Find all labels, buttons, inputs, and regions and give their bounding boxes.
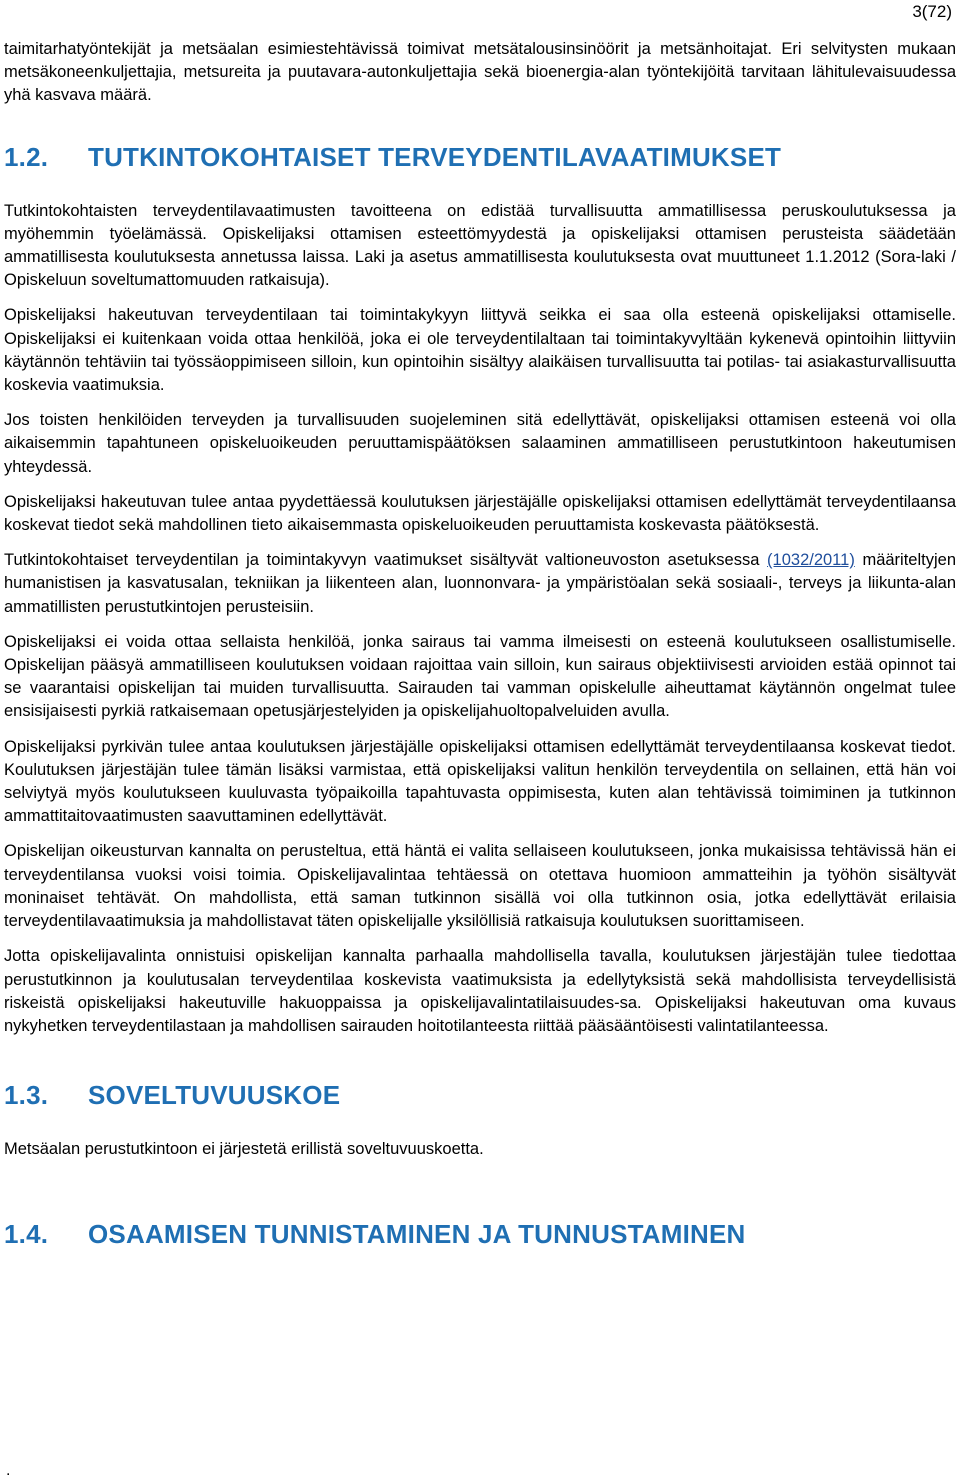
paragraph: Jotta opiskelijavalinta onnistuisi opiskelijan kannalta parhaalla mahdollisella tavalla, koulutuksen järjestäjän tulee tiedottaa perustutkinnon ja koulutusalan terveydentilaa koskevista vaatimuksista ja edellytyksistä sekä mahdollisista terveydellisistä riskeistä opiskelijaksi hakeutuville hakuoppaissa ja opiskelijavalintatilaisuudes-sa. Opiskelijaksi hakeutuvan oma kuvaus nykyhetken terveydentilastaan ja mahdollisen sairauden hoitotilanteesta riittää pääsääntöisesti valintatilanteessa. xyxy=(4,947,956,1035)
section-heading-1-3 xyxy=(4,1080,956,1110)
footer-dot: . xyxy=(6,1462,11,1479)
paragraph: Jos toisten henkilöiden terveyden ja turvallisuuden suojeleminen sitä edellyttävät, opiskelijaksi ottamisen esteenä voi olla aikaisemmin tapahtuneen opiskeluoikeuden peruuttamispäätöksen salaaminen ammatilliseen perustutkintoon hakeutumisen yhteydessä. xyxy=(4,411,956,476)
paragraph: Tutkintokohtaisten terveydentilavaatimusten tavoitteena on edistää turvallisuutta ammatillisessa peruskoulutuksessa ja myöhemmin työelämässä. Opiskelijaksi ottamisen esteettömyydestä ja opiskelijaksi ottamisen perusteista säädetään ammatillisesta koulutuksesta annetussa laissa. Laki ja asetus ammatillisesta koulutuksesta ovat muuttuneet 1.1.2012 (Sora-laki / Opiskeluun soveltumattomuuden ratkaisuja). xyxy=(4,201,956,290)
paragraph-with-link xyxy=(4,549,956,619)
section-number: 1.4. xyxy=(4,1219,49,1250)
paragraph-text: määriteltyjen humanistisen ja kasvatusalan, tekniikan ja liikenteen alan, luonnonvara- ja ympäristöalan sekä sosiaali-, terveys ja liikunta-alan ammatillisten perustutkintojen perusteisiin. xyxy=(4,551,956,616)
paragraph: Opiskelijaksi hakeutuvan terveydentilaan tai toimintakykyyn liittyvä seikka ei saa olla esteenä opiskelijaksi ottamiselle. Opiskelijaksi ei kuitenkaan voida ottaa henkilöä, joka ei ole terveydentilaltaan tai toimintakyvyltään kykenevä opintoihin liittyviin käytännön tehtäviin tai työssäoppimiseen silloin, kun opintoihin sisältyy alaikäisen turvallisuutta tai potilas- tai asiakasturvallisuutta koskevia vaatimuksia. xyxy=(4,306,956,395)
section-number: 1.3. xyxy=(4,1080,49,1111)
section-title: OSAAMISEN TUNNISTAMINEN JA TUNNUSTAMINEN xyxy=(88,1219,746,1250)
paragraph: Metsäalan perustutkintoon ei järjestetä erillistä soveltuvuuskoetta. xyxy=(4,1140,484,1159)
section-number: 1.2. xyxy=(4,141,49,172)
section-heading-1-4 xyxy=(4,1219,956,1249)
section-title: SOVELTUVUUSKOE xyxy=(88,1080,341,1111)
paragraph: Opiskelijaksi ei voida ottaa sellaista henkilöä, jonka sairaus tai vamma ilmeisesti on esteenä koulutukseen osallistumiselle. Opiskelijan pääsyä ammatilliseen koulutuksen voidaan rajoittaa vain silloin, kun sairaus objektiivisesti arvioiden estää opinnot tai se vaarantaisi opiskelijan tai muiden turvallisuutta. Sairauden tai vamman opiskelulle aiheuttamat käytännön ongelmat tulee ensisijaisesti pyrkiä ratkaisemaan opetusjärjestelyiden ja opiskelijahuoltopalveluiden avulla. xyxy=(4,632,956,721)
page-number: 3(72) xyxy=(912,2,952,21)
paragraph: Opiskelijaksi pyrkivän tulee antaa koulutuksen järjestäjälle opiskelijaksi ottamisen edellyttämät terveydentilaansa koskevat tiedot. Koulutuksen järjestäjän tulee tämän lisäksi varmistaa, että opiskelijaksi valitun henkilön terveydentila on sellainen, että hän voi selviytyä myös koulutukseen kuuluvasta työpaikoilla tapahtuvasta oppimisesta, kuten alan tehtävissä toimiminen ja tutkinnon ammattitaitovaatimusten saavuttaminen edellyttävät. xyxy=(4,737,956,826)
decree-link[interactable]: (1032/2011) xyxy=(767,551,855,570)
paragraph: Opiskelijaksi hakeutuvan tulee antaa pyydettäessä koulutuksen järjestäjälle opiskelijaksi ottamisen edellyttämät terveydentilaansa koskevat tiedot sekä mahdollinen tieto aikaisemmasta opiskeluoikeuden peruuttamista koskevasta päätöksestä. xyxy=(4,492,956,535)
paragraph: Opiskelijan oikeusturvan kannalta on perusteltua, että häntä ei valita sellaiseen koulutukseen, jonka mukaisissa tehtävissä hän ei terveydentilansa vuoksi voisi toimia. Opiskelijavalintaa tehtäessä on otettava huomioon ammatteihin ja työhön sisältyvät moninaiset tehtävät. On mahdollista, että saman tutkinnon sisällä voi olla tutkinnon osia, jotka edellyttävät erilaisia terveydentilavaatimuksia ja mahdollistavat täten opiskelijalle yksilöllisiä ratkaisuja koulutuksen suorittamiseen. xyxy=(4,842,956,931)
paragraph-intro: taimitarhatyöntekijät ja metsäalan esimiestehtävissä toimivat metsätalousinsinöörit ja metsänhoitajat. Eri selvitysten mukaan metsäkoneenkuljettajia, metsureita ja puutavara-autonkuljettajia sekä bioenergia-alan työntekijöitä tarvitaan lähitulevaisuudessa yhä kasvava määrä. xyxy=(4,40,956,105)
paragraph-text: Tutkintokohtaiset terveydentilan ja toimintakyvyn vaatimukset sisältyvät valtioneuvoston asetuksessa xyxy=(4,551,768,570)
section-title: TUTKINTOKOHTAISET TERVEYDENTILAVAATIMUKSET xyxy=(88,141,782,172)
document-body xyxy=(4,38,956,1249)
section-heading-1-2 xyxy=(4,142,956,172)
